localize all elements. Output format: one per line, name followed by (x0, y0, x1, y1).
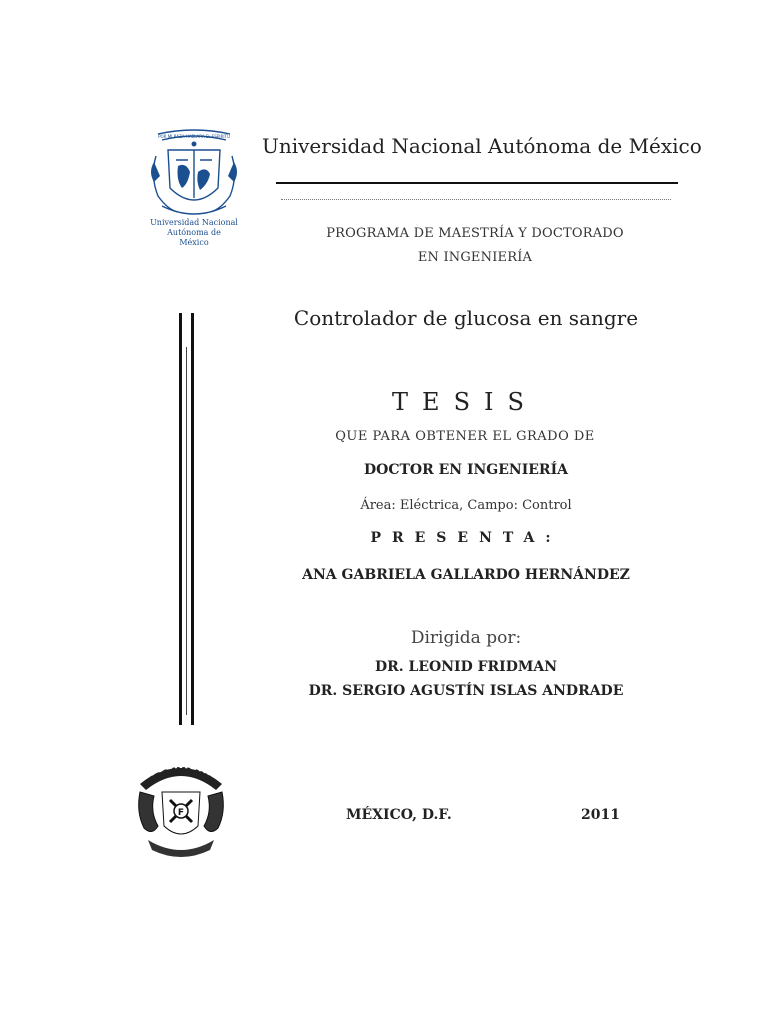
svg-text:F: F (177, 808, 185, 818)
tesis-heading: TESIS (392, 388, 538, 416)
decorative-bar (191, 313, 194, 725)
unam-caption (148, 218, 240, 248)
program-line: EN INGENIERÍA (417, 250, 533, 265)
advisor-name: DR. SERGIO AGUSTÍN ISLAS ANDRADE (308, 683, 624, 699)
seal-text: INGENIERIA (137, 757, 225, 784)
decorative-bar (179, 313, 182, 725)
caption-line: Universidad Nacional (150, 218, 238, 227)
caption-line: Autónoma de (167, 228, 221, 237)
solid-rule (276, 182, 678, 184)
program-line: PROGRAMA DE MAESTRÍA Y DOCTORADO (326, 226, 624, 241)
directed-by-label: Dirigida por: (410, 628, 522, 648)
author-name: ANA GABRIELA GALLARDO HERNÁNDEZ (302, 567, 630, 583)
place: MÉXICO, D.F. (346, 807, 452, 823)
caption-line: México (179, 238, 209, 247)
program-name (300, 222, 650, 270)
advisor-name: DR. LEONID FRIDMAN (374, 659, 557, 675)
year: 2011 (581, 807, 620, 823)
dotted-rule (281, 199, 671, 200)
purpose-text: QUE PARA OBTENER EL GRADO DE (335, 429, 595, 444)
presenta: PRESENTA: (370, 530, 562, 546)
degree: DOCTOR EN INGENIERÍA (364, 462, 568, 478)
svg-text:POR MI RAZA HABLARA EL ESPIRIT: POR MI RAZA HABLARA EL ESPIRITU (158, 134, 230, 139)
decorative-bar (186, 347, 187, 715)
svg-text:INGENIERIA (138, 758, 225, 784)
university-name: Universidad Nacional Autónoma de México (262, 134, 702, 158)
area: Área: Eléctrica, Campo: Control (360, 498, 572, 513)
thesis-title: Controlador de glucosa en sangre (293, 306, 639, 330)
ingenieria-seal-icon (134, 756, 228, 860)
